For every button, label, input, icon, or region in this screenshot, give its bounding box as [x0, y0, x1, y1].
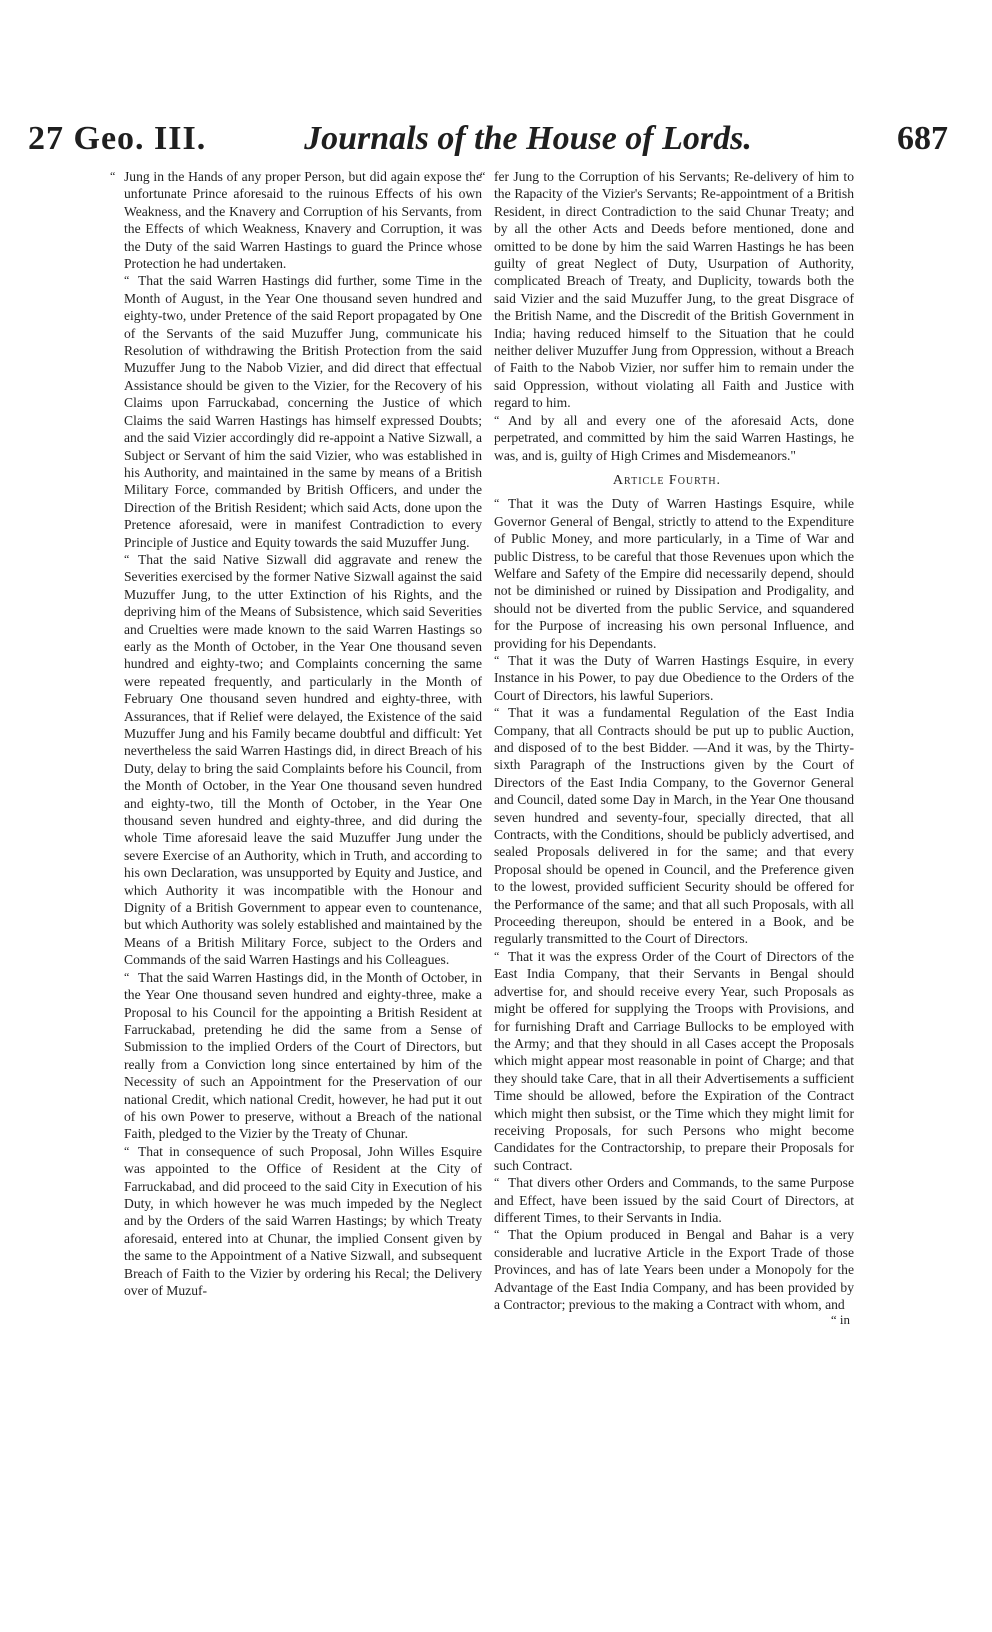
- paragraph: “ That in consequence of such Proposal, John Willes Esquire was appointed to the Office of Resident at the City of Farruckabad, and did proceed to the said City in Execution of his Duty, in which however he was much impeded by the Neglect and by the Orders of the said Warren Hastings; by which Treaty aforesaid, entered into at Chunar, the implied Consent given by the same to the Appointment of a Native Sizwall, and subsequent Breach of Faith to the Vizier by ordering his Recal; the Delivery over of Muzuf-: [110, 1143, 482, 1300]
- left-column: [110, 168, 482, 1299]
- paragraph: “ fer Jung to the Corruption of his Servants; Re-delivery of him to the Rapacity of the Vizier's Servants; Re-appointment of a British Resident, in direct Contradiction to the said Chunar Treaty; and by all the other Acts and Deeds before mentioned, done and omitted to be done by him the said Warren Hastings he has been guilty of great Neglect of Duty, Usurpation of Authority, complicated Breach of Treaty, and Duplicity, towards both the said Vizier and the said Muzuffer Jung, to the great Disgrace of the British Name, and the Discredit of the British Government in India; having reduced himself to the Situation that he could neither deliver Muzuffer Jung from Oppression, without a Breach of Faith to the Nabob Vizier, nor suffer him to remain under the said Oppression, without violating all Faith and Justice with regard to him.: [480, 168, 854, 412]
- page-number: 687: [897, 120, 948, 157]
- paragraph: “ That the Opium produced in Bengal and Bahar is a very considerable and lucrative Article in the Export Trade of those Provinces, and has of late Years been under a Monopoly for the Advantage of the East India Company, and has been provided by a Contractor; previous to the making a Contract with whom, and: [480, 1226, 854, 1313]
- paragraph: “ That it was the Duty of Warren Hastings Esquire, in every Instance in his Power, to pay due Obedience to the Orders of the Court of Directors, his lawful Superiors.: [480, 652, 854, 704]
- paragraph: “ That it was a fundamental Regulation of the East India Company, that all Contracts should be put up to public Auction, and disposed of to the best Bidder. —And it was, by the Thirty-sixth Paragraph of the Instructions given by the Court of Directors of the East India Company, to the Governor General and Council, dated some Day in March, in the Year One thousand seven hundred and seventy-four, specially directed, that all Contracts, with the Conditions, should be publicly advertised, and sealed Proposals delivered in for the same; and that every Proposal should be opened in Council, and the Preference given to the lowest, provided sufficient Security should be offered for the Performance of the same; and that all such Proposals, with all Proceeding thereupon, should be entered in a Book, and be regularly transmitted to the Court of Directors.: [480, 704, 854, 948]
- paragraph: “ That it was the Duty of Warren Hastings Esquire, while Governor General of Bengal, strictly to attend to the Expenditure of Public Money, and more particularly, in a Time of War and public Distress, to be careful that those Revenues upon which the Welfare and Safety of the Empire did necessarily depend, should not be diminished or ruined by Dissipation and Prodigality, and should not be diverted from the public Service, and squandered for the Purpose of increasing his own personal Influence, and providing for his Dependants.: [480, 495, 854, 652]
- page-header: [28, 108, 948, 164]
- journal-title: Journals of the House of Lords.: [304, 120, 752, 157]
- catchword: “ in: [830, 1312, 850, 1328]
- regnal-year: 27 Geo. III.: [28, 120, 207, 157]
- right-column: [480, 168, 854, 1329]
- paragraph: “ That divers other Orders and Commands, to the same Purpose and Effect, have been issued by the said Court of Directors, at different Times, to their Servants in India.: [480, 1174, 854, 1226]
- paragraph: “ That the said Warren Hastings did further, some Time in the Month of August, in the Year One thousand seven hundred and eighty-two, under Pretence of the said Report propagated by One of the Servants of the said Muzuffer Jung, communicate his Resolution of withdrawing the British Protection from the said Muzuffer Jung to the Nabob Vizier, and did direct that effectual Assistance should be given to the Vizier, for the Recovery of his Claims upon Farruckabad, concerning the Justice of which Claims the said Warren Hastings has himself expressed Doubts; and the said Vizier accordingly did re-appoint a Native Sizwall, a Subject or Servant of him the said Vizier, who was established in his Authority, and maintained in the same by means of a British Military Force, commanded by British Officers, and under the Direction of the British Resident; which said Acts, done upon the Pretence aforesaid, were in manifest Contradiction to every Principle of Justice and Equity towards the said Muzuffer Jung.: [110, 272, 482, 551]
- paragraph: “ That the said Native Sizwall did aggravate and renew the Severities exercised by the former Native Sizwall against the said Muzuffer Jung, to the utter Extinction of his Rights, and the depriving him of the Means of Subsistence, which said Severities and Cruelties were made known to the said Warren Hastings so early as the Month of October, in the Year One thousand seven hundred and eighty-two; and Complaints concerning the same were repeated frequently, and particularly in the Month of February One thousand seven hundred and eighty-three, with Assurances, that if Relief were delayed, the Existence of the said Muzuffer Jung and his Family became doubtful and difficult: Yet nevertheless the said Warren Hastings did, in direct Breach of his Duty, delay to bring the said Complaints before his Council, from the Month of October, in the Year One thousand seven hundred and eighty-two, till the Month of October, in the Year One thousand seven hundred and eighty-three, and did during the whole Time aforesaid leave the said Muzuffer Jung under the severe Exercise of an Authority, which in Truth, and according to his own Declaration, was unsupported by Equity and Justice, and which Authority it was incompatible with the Honour and Dignity of a British Government to appear even to countenance, but which Authority was solely established and maintained by the Means of a British Military Force, subject to the Orders and Commands of the said Warren Hastings and his Colleagues.: [110, 551, 482, 969]
- paragraph: “ That the said Warren Hastings did, in the Month of October, in the Year One thousand seven hundred and eighty-three, make a Proposal to his Council for the appointing a British Resident at Farruckabad, pretending he did the same from a Sense of Submission to the implied Orders of the Court of Directors, but really from a Conviction long since entertained by him of the Necessity of such an Appointment for the Preservation of our national Credit, which national Credit, however, he had put it out of his own Power to preserve, without a Breach of the national Faith, pledged to the Vizier by the Treaty of Chunar.: [110, 969, 482, 1143]
- paragraph: “ And by all and every one of the aforesaid Acts, done perpetrated, and committed by him the said Warren Hastings, he was, and is, guilty of High Crimes and Misdemeanors.": [480, 412, 854, 464]
- paragraph: “ That it was the express Order of the Court of Directors of the East India Company, that their Servants in Bengal should advertise for, and should receive every Year, such Proposals as might be offered for supplying the Troops with Provisions, and for furnishing Draft and Carriage Bullocks to be employed with the Army; and that they should in all Cases accept the Proposals which might appear most reasonable in point of Charge; and that they should take Care, that in all their Advertisements a sufficient Time should be allowed, before the Expiration of the Contract which might then subsist, or the Time which they might limit for receiving Proposals, for such Persons who might become Candidates for the Contractorship, to prepare their Proposals for such Contract.: [480, 948, 854, 1174]
- paragraph: “ Jung in the Hands of any proper Person, but did again expose the unfortunate Prince aforesaid to the ruinous Effects of his own Weakness, and the Knavery and Corruption of his Servants, from the Effects of which Weakness, Knavery and Corruption, it was the Duty of the said Warren Hastings to guard the Prince whose Protection he had undertaken.: [110, 168, 482, 272]
- article-heading: Article Fourth.: [612, 472, 722, 488]
